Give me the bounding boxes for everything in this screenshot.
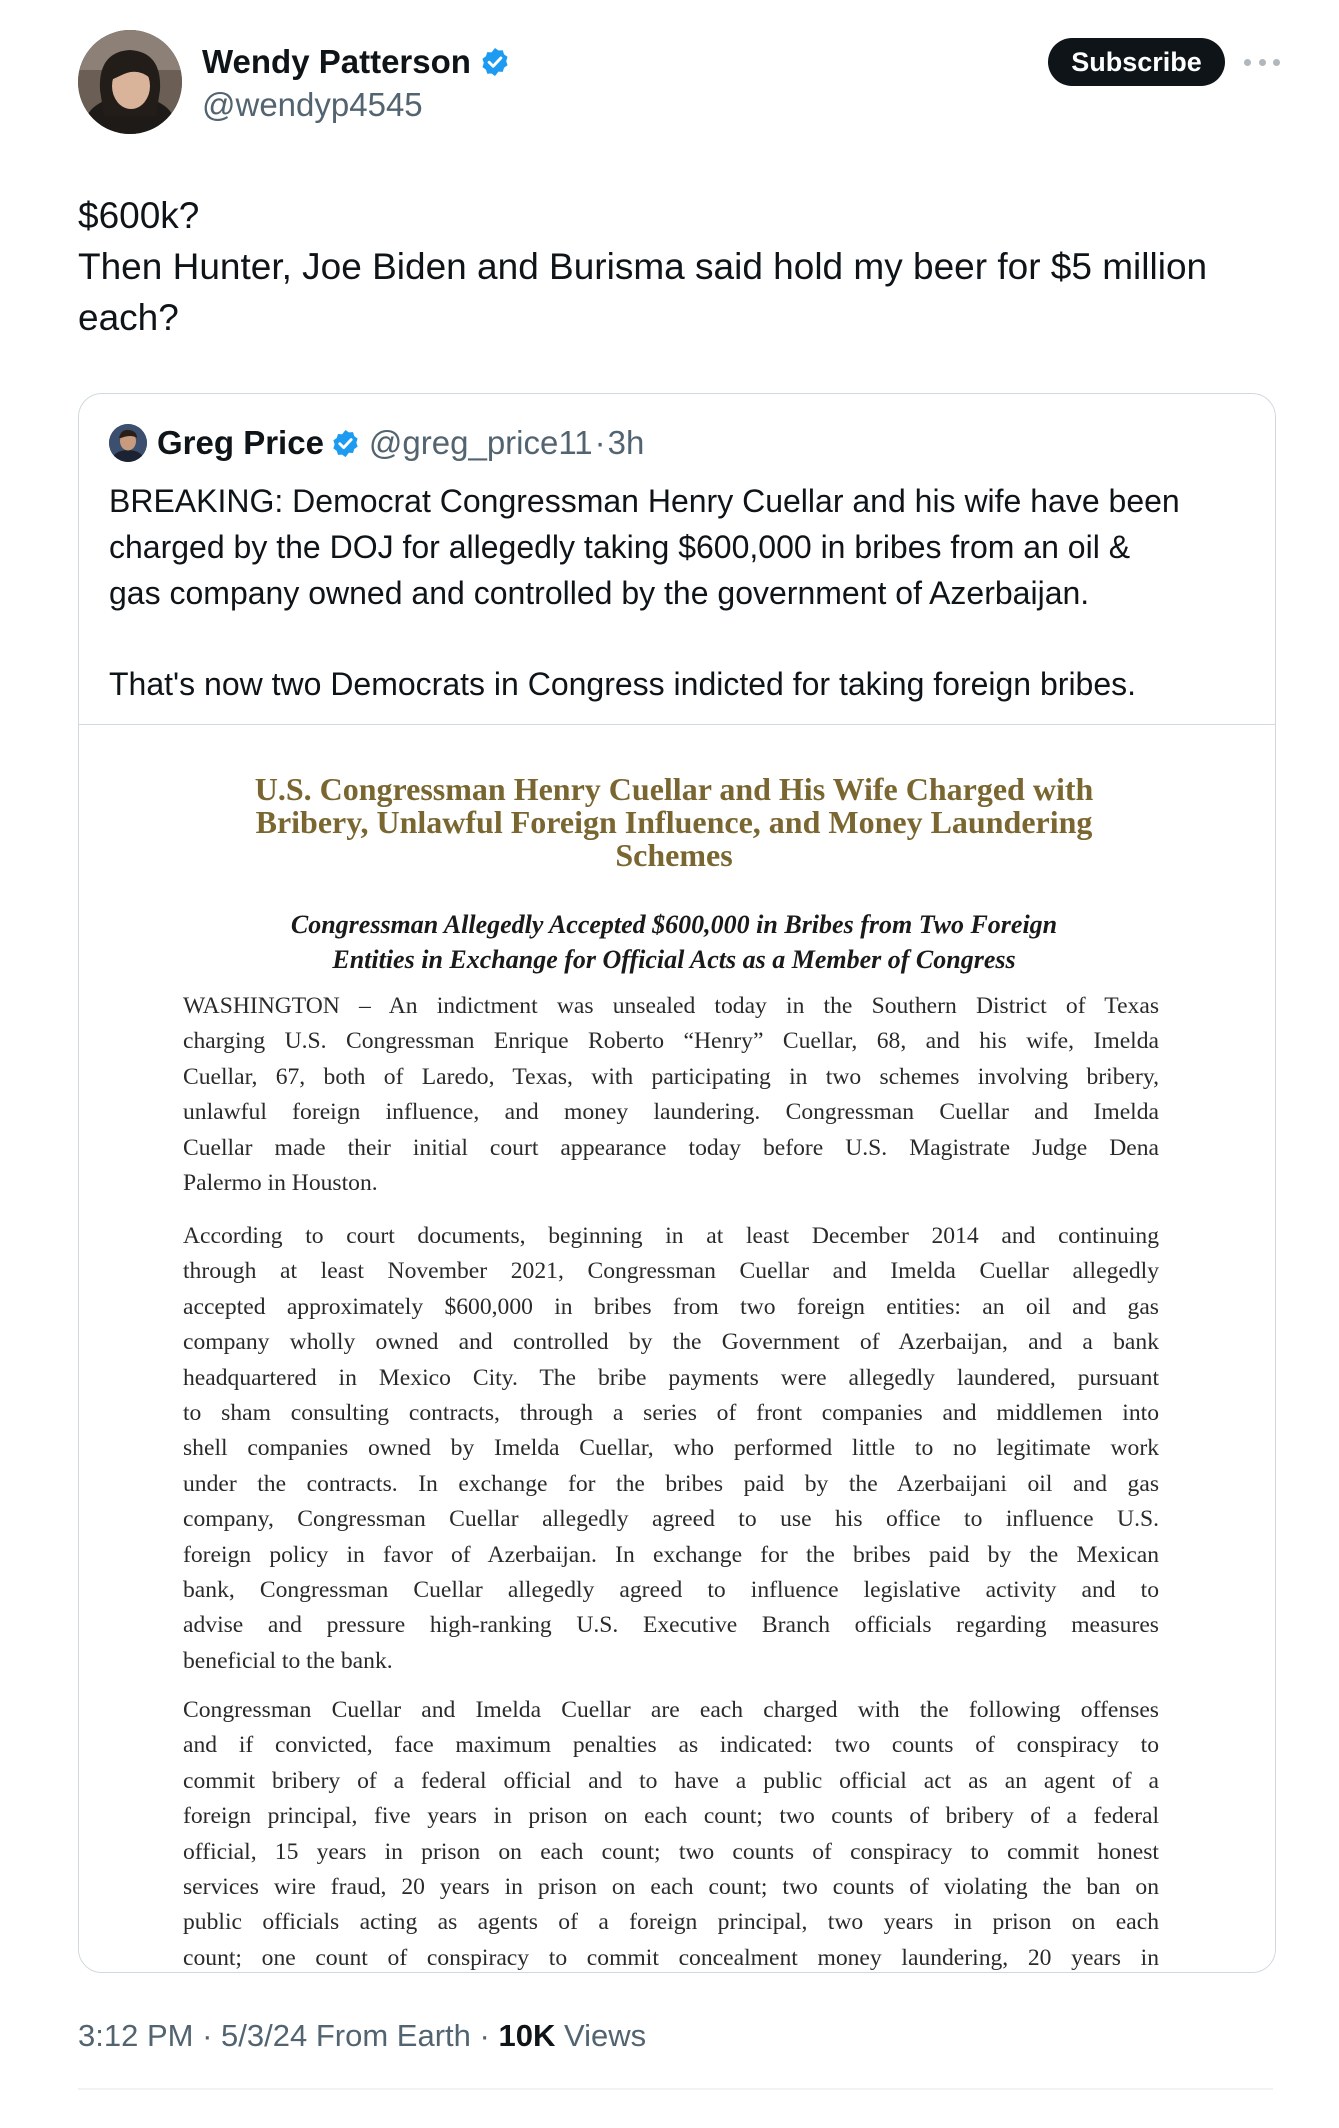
body-line: commit bribery of a federal official and to have a public official act as an agent of a bbox=[183, 1767, 1159, 1794]
author-handle[interactable]: @wendyp4545 bbox=[202, 86, 423, 123]
subtitle-line: Entities in Exchange for Official Acts as a Member of Congress bbox=[332, 945, 1016, 974]
quoted-author-avatar[interactable] bbox=[109, 424, 147, 462]
subtitle-line: Congressman Allegedly Accepted $600,000 in Bribes from Two Foreign bbox=[290, 910, 1058, 939]
body-line: Palermo in Houston. bbox=[183, 1170, 378, 1197]
quoted-author-handle[interactable]: @greg_price11 bbox=[368, 424, 593, 461]
tweet-text-line: Then Hunter, Joe Biden and Burisma said hold my beer for $5 million bbox=[78, 246, 1208, 287]
quoted-tweet-text bbox=[109, 478, 1259, 707]
author-avatar[interactable] bbox=[78, 30, 182, 134]
press-release-subtitle bbox=[159, 907, 1189, 977]
body-line: charging U.S. Congressman Enrique Roberto “Henry” Cuellar, 68, and his wife, Imelda bbox=[183, 1028, 1159, 1055]
tweet-text-line: each? bbox=[78, 297, 179, 338]
verified-badge-icon[interactable] bbox=[479, 46, 511, 78]
quoted-tweet[interactable] bbox=[78, 393, 1276, 1973]
press-release-paragraph-2 bbox=[183, 1219, 1159, 1679]
title-line: Schemes bbox=[615, 837, 733, 873]
subscribe-button[interactable]: Subscribe bbox=[1048, 38, 1225, 86]
body-line: WASHINGTON – An indictment was unsealed today in the Southern District of Texas bbox=[183, 993, 1159, 1019]
body-line: company wholly owned and controlled by the Government of Azerbaijan, and a bank bbox=[183, 1329, 1159, 1356]
tweet-text-line: $600k? bbox=[78, 195, 200, 236]
quoted-text-line: That's now two Democrats in Congress indicted for taking foreign bribes. bbox=[109, 666, 1137, 702]
divider bbox=[78, 2088, 1273, 2090]
press-release-paragraph-3 bbox=[183, 1693, 1159, 1973]
title-line: Bribery, Unlawful Foreign Influence, and Money Laundering bbox=[255, 804, 1093, 840]
body-line: services wire fraud, 20 years in prison on each count; two counts of violating the ban on bbox=[183, 1874, 1159, 1901]
body-line: advise and pressure high-ranking U.S. Executive Branch officials regarding measures bbox=[183, 1612, 1159, 1639]
body-line: to sham consulting contracts, through a series of front companies and middlemen into bbox=[183, 1400, 1159, 1427]
body-line: company, Congressman Cuellar allegedly agreed to use his office to influence U.S. bbox=[183, 1506, 1159, 1533]
body-line: unlawful foreign influence, and money laundering. Congressman Cuellar and Imelda bbox=[183, 1099, 1159, 1126]
tweet-text bbox=[78, 190, 1273, 343]
quoted-text-line: BREAKING: Democrat Congressman Henry Cuellar and his wife have been bbox=[109, 483, 1180, 519]
quoted-tweet-header bbox=[109, 424, 644, 462]
body-line: under the contracts. In exchange for the bribes paid by the Azerbaijani oil and gas bbox=[183, 1470, 1159, 1497]
author-info bbox=[202, 40, 511, 124]
body-line: According to court documents, beginning in at least December 2014 and continuing bbox=[183, 1223, 1159, 1249]
separator-dot: · bbox=[594, 424, 606, 461]
body-line: headquartered in Mexico City. The bribe payments were allegedly laundered, pursuant bbox=[183, 1364, 1159, 1391]
body-line: count; one count of conspiracy to commit concealment money laundering, 20 years in bbox=[183, 1944, 1159, 1971]
tweet-meta bbox=[78, 2018, 646, 2054]
views-count: 10K bbox=[498, 2018, 556, 2053]
body-line: foreign policy in favor of Azerbaijan. In exchange for the bribes paid by the Mexican bbox=[183, 1541, 1159, 1568]
body-line: through at least November 2021, Congressman Cuellar and Imelda Cuellar allegedly bbox=[183, 1258, 1159, 1285]
body-line: Congressman Cuellar and Imelda Cuellar are each charged with the following offenses bbox=[183, 1697, 1159, 1723]
body-line: Cuellar made their initial court appearance today before U.S. Magistrate Judge Dena bbox=[183, 1134, 1159, 1161]
body-line: beneficial to the bank. bbox=[183, 1647, 393, 1674]
body-line: Cuellar, 67, both of Laredo, Texas, with participating in two schemes involving bribery, bbox=[183, 1063, 1159, 1090]
body-line: and if convicted, face maximum penalties as indicated: two counts of conspiracy to bbox=[183, 1732, 1159, 1759]
tweet-location: From Earth bbox=[315, 2018, 471, 2053]
body-line: accepted approximately $600,000 in bribes from two foreign entities: an oil and gas bbox=[183, 1293, 1159, 1320]
quoted-tweet-time[interactable]: 3h bbox=[607, 424, 645, 461]
body-line: official, 15 years in prison on each count; two counts of conspiracy to commit honest bbox=[183, 1838, 1159, 1865]
quoted-author-display-name[interactable]: Greg Price bbox=[157, 424, 324, 461]
more-horizontal-icon[interactable] bbox=[1244, 48, 1280, 76]
tweet-date[interactable]: 5/3/24 bbox=[221, 2018, 308, 2053]
author-display-name[interactable]: Wendy Patterson bbox=[202, 43, 471, 80]
title-line: U.S. Congressman Henry Cuellar and His Wife Charged with bbox=[254, 771, 1094, 807]
separator-dot: · bbox=[202, 2018, 213, 2053]
tweet-header bbox=[78, 30, 1273, 134]
press-release-title bbox=[159, 773, 1189, 872]
views-label: Views bbox=[563, 2018, 647, 2053]
body-line: bank, Congressman Cuellar allegedly agreed to influence legislative activity and to bbox=[183, 1577, 1159, 1604]
tweet-time[interactable]: 3:12 PM bbox=[78, 2018, 194, 2053]
quoted-text-line: gas company owned and controlled by the government of Azerbaijan. bbox=[109, 575, 1090, 611]
press-release-paragraph-1 bbox=[183, 989, 1159, 1201]
body-line: public officials acting as agents of a foreign principal, two years in prison on each bbox=[183, 1909, 1159, 1936]
verified-badge-icon bbox=[330, 428, 361, 459]
body-line: foreign principal, five years in prison on each count; two counts of bribery of a federal bbox=[183, 1803, 1159, 1830]
body-line: shell companies owned by Imelda Cuellar, who performed little to no legitimate work bbox=[183, 1435, 1159, 1462]
separator-dot: · bbox=[479, 2018, 490, 2053]
press-release-image[interactable] bbox=[79, 725, 1275, 1973]
quoted-text-line: charged by the DOJ for allegedly taking $600,000 in bribes from an oil & bbox=[109, 529, 1131, 565]
